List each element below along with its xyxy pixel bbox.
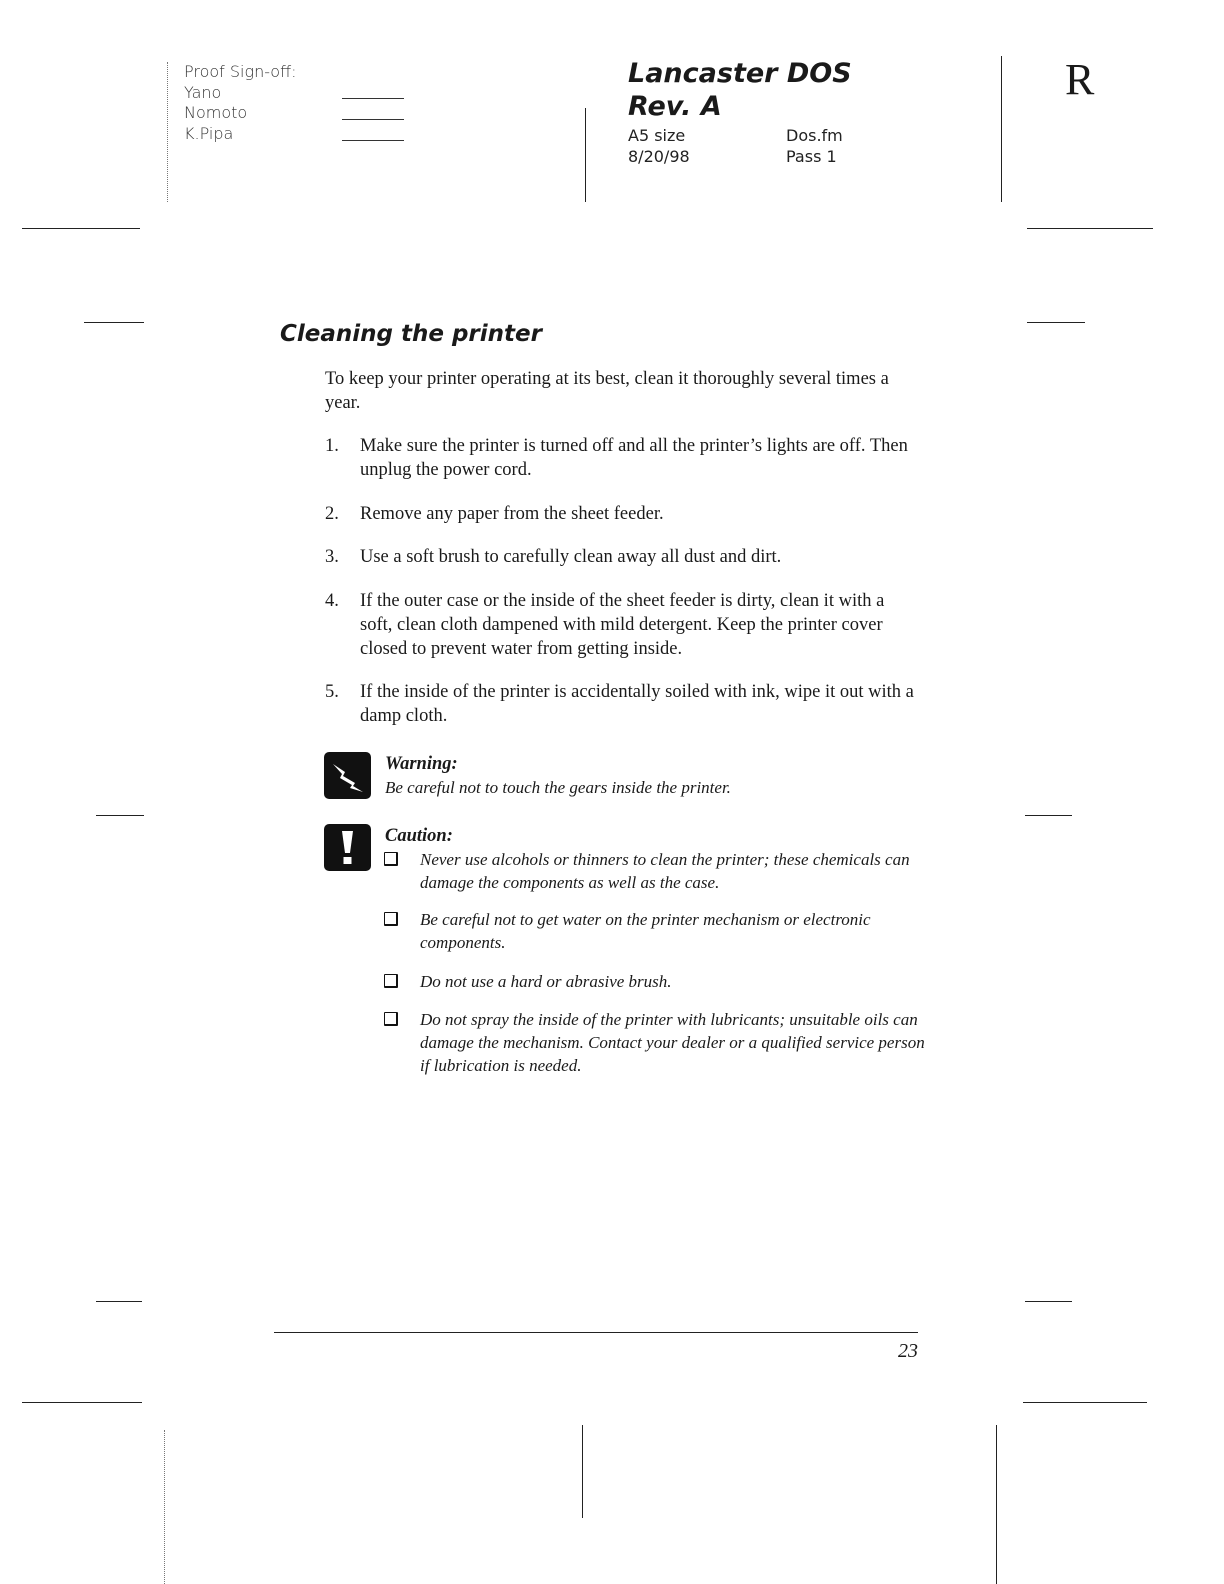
signature-line-kpipa [342,140,404,141]
meta-right [786,125,843,167]
warning-icon [324,752,371,799]
step-number: 3. [325,547,339,567]
proof-signoff-label: Proof Sign-off: [184,62,297,81]
document-revision: Rev. A [628,91,722,122]
warning-text: Be careful not to touch the gears inside the printer. [385,778,731,797]
caution-item: Do not use a hard or abrasive brush. [420,972,672,991]
step-number: 2. [325,504,339,524]
caution-title: Caution: [385,826,453,846]
step-text: If the inside of the printer is accidentally soiled with ink, wipe it out with a damp cloth. [360,682,914,726]
checkbox-bullet-icon [384,912,398,926]
caution-item: Be careful not to get water on the printer mechanism or electronic components. [420,910,871,952]
step-text: Remove any paper from the sheet feeder. [360,504,664,524]
signature-line-yano [342,98,404,99]
crop-mark-right-3 [1025,1301,1072,1302]
date-label: 8/20/98 [628,147,690,166]
footer-rule [274,1332,918,1333]
proof-signoff [184,62,297,144]
step-number: 4. [325,591,339,611]
pass-label: Pass 1 [786,147,837,166]
checkbox-bullet-icon [384,852,398,866]
crop-mark-left-1 [84,322,144,323]
margin-dotted-rule [167,62,168,202]
step-text: Use a soft brush to carefully clean away all dust and dirt. [360,547,782,567]
warning-title: Warning: [385,754,458,774]
signature-line-nomoto [342,119,404,120]
step-text: If the outer case or the inside of the sheet feeder is dirty, clean it with a soft, clean cloth dampened with mild detergent. Keep the printer cover closed to prevent water from getting inside. [360,591,885,659]
crop-mark-bottom-right-vertical [996,1425,997,1584]
intro-paragraph: To keep your printer operating at its best, clean it thoroughly several times a year. [325,369,889,413]
reviewer-yano: Yano [184,82,222,102]
crop-mark-bottom-left [22,1402,142,1403]
reviewer-kpipa: K.Pipa [184,123,234,143]
crop-mark-right-1 [1027,322,1085,323]
meta-left [628,125,690,167]
page-number: 23 [898,1340,918,1362]
page-size-label: A5 size [628,126,686,145]
checkbox-bullet-icon [384,974,398,988]
reviewer-nomoto: Nomoto [184,103,248,122]
crop-mark-right-2 [1025,815,1072,816]
step-text: Make sure the printer is turned off and all the printer’s lights are off. Then unplug the power cord. [360,436,908,480]
crop-mark-top-right [1027,228,1153,229]
margin-dotted-rule-bottom [164,1430,165,1584]
filename-label: Dos.fm [786,126,843,145]
step-number: 5. [325,682,339,702]
caution-icon [324,824,371,871]
document-title-line1: Lancaster DOS [628,58,852,89]
document-title [628,57,852,123]
step-number: 1. [325,436,339,456]
right-header-rule [1001,56,1002,202]
header-divider [585,108,586,202]
crop-mark-bottom-center [582,1425,583,1518]
checkbox-bullet-icon [384,1012,398,1026]
section-title: Cleaning the printer [280,321,542,347]
caution-item: Do not spray the inside of the printer with lubricants; unsuitable oils can damage the mechanism. Contact your dealer or a qualified service person if lubrication is needed. [420,1010,925,1075]
crop-mark-top-left [22,228,140,229]
caution-item: Never use alcohols or thinners to clean the printer; these chemicals can damage the components as well as the case. [420,850,910,892]
crop-mark-bottom-right [1023,1402,1147,1403]
crop-mark-left-2 [96,815,144,816]
section-mark: R [1065,55,1095,104]
crop-mark-left-3 [96,1301,142,1302]
